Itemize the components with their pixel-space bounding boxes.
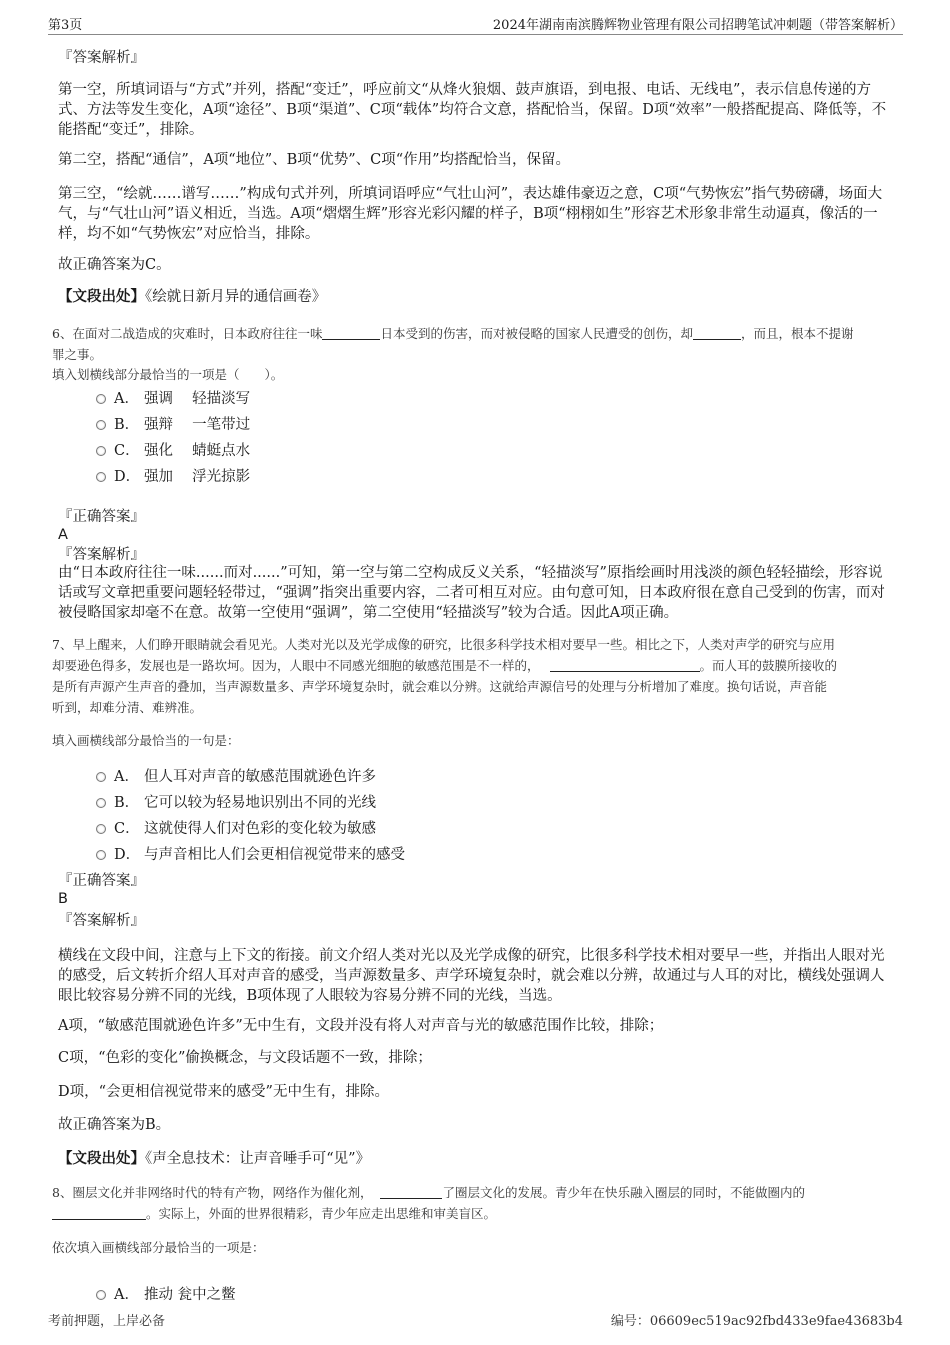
q8-prompt: 依次填入画横线部分最恰当的一项是：: [52, 1240, 265, 1255]
q6-answer-label: 『正确答案』: [58, 509, 145, 525]
blank-line: [550, 659, 700, 672]
q8-stem-part: 了圈层文化的发展。青少年在快乐融入圈层的同时，不能做圈内的: [442, 1185, 805, 1200]
q6-option-b[interactable]: [96, 413, 250, 433]
q8-stem-line1: [52, 1182, 805, 1203]
q5-analysis-p2: 第二空，搭配“通信”，A项“地位”、B项“优势”、C项“作用”均搭配恰当，保留。: [58, 152, 571, 168]
q8-stem-part: 。实际上，外面的世界很精彩，青少年应走出思维和审美盲区。: [146, 1206, 497, 1221]
q6-stem-part: 6、在面对二战造成的灾难时，日本政府往往一味: [52, 326, 323, 341]
option-letter: D．: [114, 847, 141, 863]
q7-analysis-p4: D项，“会更相信视觉带来的感受”无中生有，排除。: [58, 1084, 389, 1100]
option-letter: A．: [114, 1287, 139, 1303]
source-title: 《声全息技术：让声音唾手可“见”》: [145, 1151, 371, 1167]
q7-option-d[interactable]: [96, 843, 405, 863]
document-id: 编号：06609ec519ac92fbd433e9fae43683b4: [610, 1314, 903, 1329]
page-number: 第3页: [48, 18, 83, 33]
option-letter: B．: [114, 795, 140, 811]
option-text: 但人耳对声音的敏感范围就逊色许多: [144, 769, 376, 785]
q5-analysis-p3: 第三空，“绘就……谱写……”构成句式并列，所填词语呼应“气壮山河”，表达雄伟豪迈之意，C项“气势恢宏”指气势磅礴，场面大气，与“气壮山河”语义相近，当选。A项“熠熠生辉”形容光彩闪耀的样子，B项“栩栩如生”形容艺术形象非常生动逼真，像活的一样，均不如“气势恢宏”对应恰当，排除。: [58, 186, 883, 242]
radio-icon[interactable]: [96, 446, 106, 456]
q6-option-c[interactable]: [96, 439, 250, 459]
option-letter: C．: [114, 443, 140, 459]
q6-stem-end: 罪之事。: [52, 347, 103, 362]
q7-source: [58, 1149, 370, 1169]
q7-option-a[interactable]: [96, 765, 376, 785]
q7-analysis-p1: 横线在文段中间，注意与上下文的衔接。前文介绍人类对光以及光学成像的研究，比很多科学技术相对要早一些，并指出人眼对光的感受，后文转折介绍人耳对声音的感受，当声源数量多、声学环境复杂时，就会难以分辨，故通过与人耳的对比，横线处强调人眼比较容易分辨不同的光线，B项体现了人眼较为容易分辨不同的光线，当选。: [58, 948, 885, 1004]
option-letter: D．: [114, 469, 141, 485]
q7-conclusion: 故正确答案为B。: [58, 1117, 171, 1133]
blank-line: [380, 1186, 442, 1199]
radio-icon[interactable]: [96, 824, 106, 834]
radio-icon[interactable]: [96, 472, 106, 482]
q6-prompt: 填入划横线部分最恰当的一项是（ ）。: [52, 367, 284, 382]
q5-analysis-p1: 第一空，所填词语与“方式”并列，搭配“变迁”，呼应前文“从烽火狼烟、鼓声旗语，到电报、电话、无线电”，表示信息传递的方式、方法等发生变化，A项“途径”、B项“渠道”、C项“载体”均符合文意，搭配恰当，保留。D项“效率”一般搭配提高、降低等，不能搭配“变迁”，排除。: [58, 82, 887, 138]
q6-analysis-label: 『答案解析』: [58, 547, 145, 563]
q8-option-a[interactable]: [96, 1283, 236, 1303]
option-text: 它可以较为轻易地识别出不同的光线: [144, 795, 376, 811]
source-label: 【文段出处】: [58, 288, 145, 305]
q6-stem: [52, 323, 854, 344]
q7-analysis-label: 『答案解析』: [58, 913, 145, 929]
q7-analysis-p2: A项，“敏感范围就逊色许多”无中生有，文段并没有将人对声音与光的敏感范围作比较，排除；: [58, 1018, 664, 1034]
radio-icon[interactable]: [96, 1290, 106, 1300]
option-text: 推动 瓮中之鳖: [144, 1287, 236, 1303]
option-text: 强加 浮光掠影: [144, 469, 251, 485]
option-text: 强化 蜻蜓点水: [144, 443, 251, 459]
option-letter: B．: [114, 417, 140, 433]
q5-source: [58, 287, 326, 307]
q6-option-a[interactable]: [96, 387, 250, 407]
option-letter: A．: [114, 769, 139, 785]
q5-conclusion: 故正确答案为C。: [58, 257, 171, 273]
q7-analysis-p3: C项，“色彩的变化”偷换概念，与文段话题不一致，排除；: [58, 1050, 432, 1066]
source-label: 【文段出处】: [58, 1150, 145, 1167]
q7-stem-line4: 听到，却难分清、难辨准。: [52, 700, 203, 715]
q6-option-d[interactable]: [96, 465, 250, 485]
q7-stem-line2: [52, 655, 837, 676]
q6-stem-part: 日本受到的伤害，而对被侵略的国家人民遭受的创伤，却: [380, 326, 693, 341]
q7-stem-part: 。而人耳的鼓膜所接收的: [699, 658, 838, 673]
q7-stem-line3: 是所有声源产生声音的叠加，当声源数量多、声学环境复杂时，就会难以分辨。这就给声源信号的处理与分析增加了难度。换句话说，声音能: [52, 679, 828, 694]
option-letter: A．: [114, 391, 139, 407]
q6-analysis: 由“日本政府往往一味......而对......”可知，第一空与第二空构成反义关系，“轻描淡写”原指绘画时用浅淡的颜色轻轻描绘，形容说话或写文章把重要问题轻轻带过，“强调”指突出重要内容，二者可相互对应。由句意可知，日本政府很在意自己受到的伤害，而对被侵略国家却毫不在意。故第一空使用“强调”，第二空使用“轻描淡写”较为合适。因此A项正确。: [58, 565, 885, 621]
q8-stem-part: 8、圈层文化并非网络时代的特有产物，网络作为催化剂，: [52, 1185, 373, 1200]
radio-icon[interactable]: [96, 394, 106, 404]
q7-option-c[interactable]: [96, 817, 376, 837]
q8-stem-line2: [52, 1203, 496, 1224]
source-title: 《绘就日新月异的通信画卷》: [145, 289, 327, 305]
blank-line: [693, 327, 741, 340]
q7-stem-line1: 7、早上醒来，人们睁开眼睛就会看见光。人类对光以及光学成像的研究，比很多科学技术相对要早一些。相比之下，人类对声学的研究与应用: [52, 637, 835, 652]
radio-icon[interactable]: [96, 420, 106, 430]
radio-icon[interactable]: [96, 798, 106, 808]
radio-icon[interactable]: [96, 772, 106, 782]
footer-slogan: 考前押题，上岸必备: [48, 1314, 166, 1329]
q6-stem-part: ，而且，根本不提谢: [740, 326, 854, 341]
option-letter: C．: [114, 821, 140, 837]
document-title: 2024年湖南南滨腾辉物业管理有限公司招聘笔试冲刺题（带答案解析）: [492, 18, 903, 33]
q6-answer: A: [58, 527, 68, 543]
blank-line: [52, 1207, 146, 1220]
option-text: 与声音相比人们会更相信视觉带来的感受: [144, 847, 405, 863]
q7-option-b[interactable]: [96, 791, 376, 811]
q7-stem-part: 却要逊色得多，发展也是一路坎坷。因为，人眼中不同感光细胞的敏感范围是不一样的，: [52, 658, 540, 673]
option-text: 强调 轻描淡写: [144, 391, 251, 407]
q7-answer: B: [58, 891, 68, 907]
blank-line: [322, 327, 380, 340]
option-text: 这就使得人们对色彩的变化较为敏感: [144, 821, 376, 837]
q5-analysis-label: 『答案解析』: [58, 50, 145, 66]
radio-icon[interactable]: [96, 850, 106, 860]
page-header: [48, 12, 903, 35]
option-text: 强辩 一笔带过: [144, 417, 251, 433]
q7-prompt: 填入画横线部分最恰当的一句是：: [52, 733, 240, 748]
q7-answer-label: 『正确答案』: [58, 873, 145, 889]
